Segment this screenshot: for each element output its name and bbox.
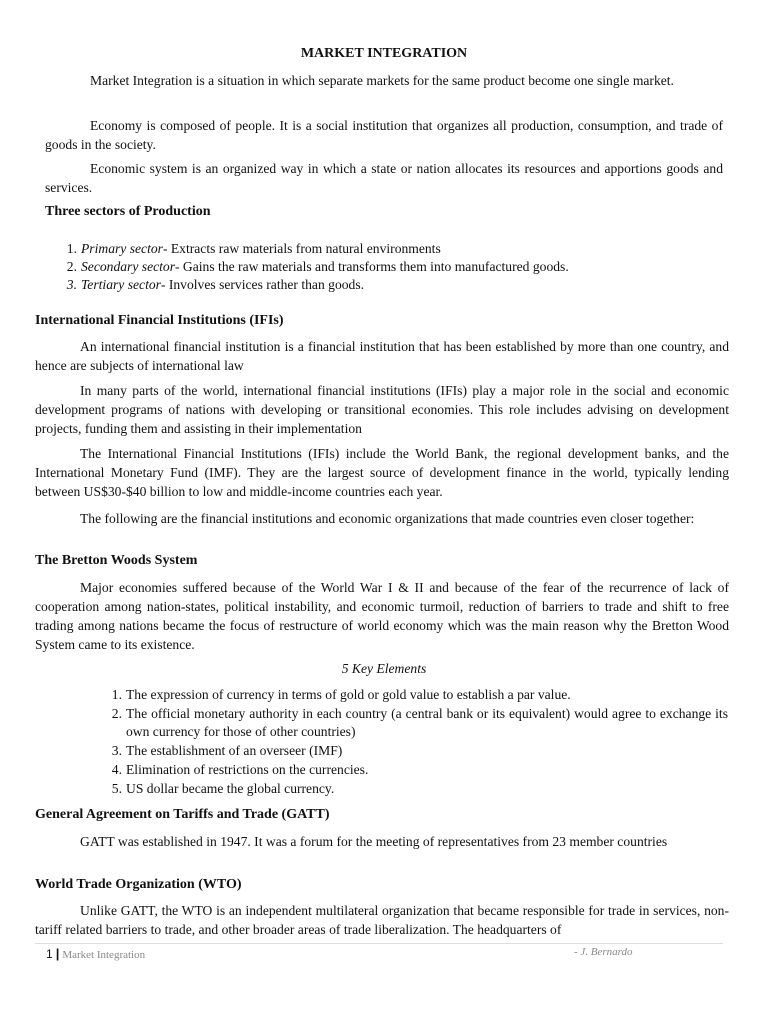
- element-text: US dollar became the global currency.: [126, 781, 335, 796]
- wto-paragraph: Unlike GATT, the WTO is an independent multilateral organization that became responsible for trade in services, non-tariff related barriers to trade, and other broader areas of trade liberalization. The headquarters of: [35, 903, 729, 937]
- list-item: [66, 240, 721, 258]
- list-item: [66, 258, 721, 276]
- list-item: [111, 686, 728, 704]
- page-number: 1: [46, 947, 53, 961]
- ifis-paragraph: An international financial institution is a financial institution that has been established by more than one country, and hence are subjects of international law: [35, 339, 729, 373]
- sectors-heading: Three sectors of Production: [45, 204, 211, 219]
- footer-divider: [35, 943, 723, 944]
- list-item: [111, 780, 728, 798]
- sector-term: Primary sector: [81, 241, 163, 256]
- list-number: 3.: [66, 277, 77, 292]
- ifis-heading: International Financial Institutions (IFIs): [35, 313, 284, 328]
- gatt-paragraph: GATT was established in 1947. It was a forum for the meeting of representatives from 23 member countries: [80, 834, 668, 849]
- ifis-paragraph: The International Financial Institutions (IFIs) include the World Bank, the regional development banks, and the International Monetary Fund (IMF). They are the largest source of development finance in the world, typically lending between US$30-$40 billion to low and middle-income countries each year.: [35, 446, 729, 499]
- wto-heading: World Trade Organization (WTO): [35, 877, 242, 892]
- sector-desc: - Extracts raw materials from natural environments: [162, 241, 441, 256]
- list-number: 2.: [111, 706, 122, 721]
- intro-paragraph: Market Integration is a situation in which separate markets for the same product become one single market.: [90, 73, 674, 88]
- key-elements-title: 5 Key Elements: [341, 661, 427, 676]
- element-text: The official monetary authority in each country (a central bank or its equivalent) would agree to exchange its own currency for those of other countries): [126, 706, 728, 739]
- list-item: [111, 761, 728, 779]
- element-text: The establishment of an overseer (IMF): [126, 743, 343, 758]
- list-item: [111, 705, 728, 741]
- ifis-paragraph: In many parts of the world, international financial institutions (IFIs) play a major role in the social and economic development programs of nations with developing or transitional economies. This role includes advising on development projects, funding them and assisting in their implementation: [35, 383, 729, 436]
- list-item: [66, 276, 721, 294]
- list-number: 1.: [111, 687, 122, 702]
- key-elements-list: [111, 686, 728, 798]
- ifis-paragraph: The following are the financial institutions and economic organizations that made countries even closer together:: [80, 511, 695, 526]
- bretton-paragraph: Major economies suffered because of the World War I & II and because of the fear of the recurrence of lack of cooperation among nation-states, political instability, and economic turmoil, reduction of barriers to trade and shift to free trading among nations became the focus of restructure of world economy which was the main reason why the Bretton Wood System came to its existence.: [35, 580, 729, 652]
- intro-paragraph: Economy is composed of people. It is a social institution that organizes all production, consumption, and trade of goods in the society.: [45, 118, 723, 152]
- page-title: MARKET INTEGRATION: [300, 46, 468, 61]
- element-text: The expression of currency in terms of gold or gold value to establish a par value.: [126, 687, 571, 702]
- footer-doc-title: Market Integration: [62, 949, 146, 961]
- footer-separator: |: [55, 946, 60, 961]
- list-number: 1.: [66, 241, 77, 256]
- list-item: [111, 742, 728, 760]
- bretton-heading: The Bretton Woods System: [35, 553, 198, 568]
- footer: [46, 946, 145, 961]
- list-number: 5.: [111, 781, 122, 796]
- list-number: 4.: [111, 762, 122, 777]
- sector-desc: - Gains the raw materials and transforms them into manufactured goods.: [175, 259, 569, 274]
- sector-term: Secondary sector: [81, 259, 175, 274]
- sector-term: Tertiary sector: [81, 277, 161, 292]
- list-number: 3.: [111, 743, 122, 758]
- footer-author: - J. Bernardo: [574, 946, 633, 958]
- intro-paragraph: Economic system is an organized way in which a state or nation allocates its resources and apportions goods and services.: [45, 161, 723, 195]
- sectors-list: [66, 240, 721, 294]
- element-text: Elimination of restrictions on the currencies.: [126, 762, 369, 777]
- gatt-heading: General Agreement on Tariffs and Trade (GATT): [35, 807, 330, 822]
- list-number: 2.: [66, 259, 77, 274]
- sector-desc: - Involves services rather than goods.: [160, 277, 365, 292]
